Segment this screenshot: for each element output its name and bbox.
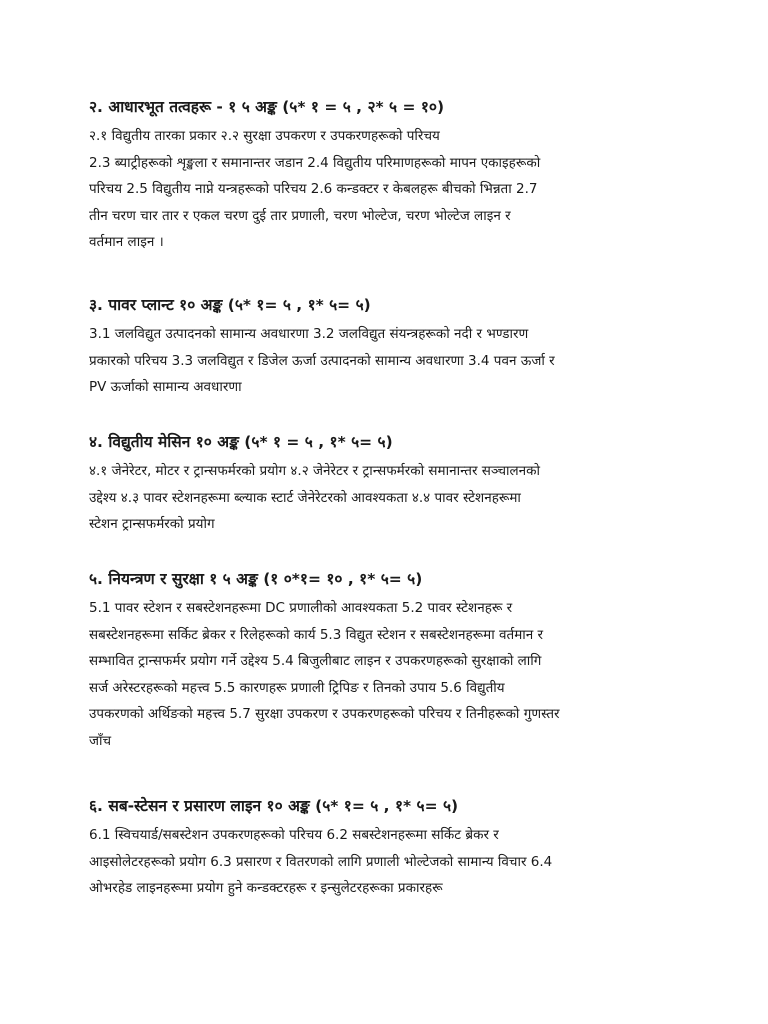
body-line: PV ऊर्जाको सामान्य अवधारणा: [89, 379, 242, 395]
section-heading: ४. विद्युतीय मेसिन १० अङ्क (५* १ = ५ , १* ५= ५): [89, 433, 393, 451]
body-line: परिचय 2.5 विद्युतीय नाप्ने यन्त्रहरूको परिचय 2.6 कन्डक्टर र केबलहरू बीचको भिन्नता 2.7: [89, 181, 538, 197]
body-line: तीन चरण चार तार र एकल चरण दुई तार प्रणाली, चरण भोल्टेज, चरण भोल्टेज लाइन र: [89, 207, 511, 224]
section-body: [89, 321, 689, 401]
section-6-substation-transmission: [89, 795, 689, 902]
section-body: [89, 595, 689, 754]
section-5-control-protection: [89, 568, 689, 754]
section-heading: २. आधारभूत तत्वहरू - १ ५ अङ्क (५* १ = ५ , २* ५ = १०): [89, 98, 445, 116]
section-2-fundamentals: [89, 96, 689, 256]
body-line: 5.1 पावर स्टेशन र सबस्टेशनहरूमा DC प्रणालीको आवश्यकता 5.2 पावर स्टेशनहरू र: [89, 600, 513, 616]
body-line: सम्भावित ट्रान्सफर्मर प्रयोग गर्ने उद्देश्य 5.4 बिजुलीबाट लाइन र उपकरणहरूको सुरक्षाको लागि: [89, 653, 542, 669]
section-heading: ५. नियन्त्रण र सुरक्षा १ ५ अङ्क (१ ०*१= १० , १* ५= ५): [89, 570, 423, 588]
body-line: २.१ विद्युतीय तारका प्रकार २.२ सुरक्षा उपकरण र उपकरणहरूको परिचय: [89, 128, 440, 144]
body-line: वर्तमान लाइन ।: [89, 234, 164, 250]
section-heading: ६. सब-स्टेसन र प्रसारण लाइन १० अङ्क (५* १= ५ , १* ५= ५): [89, 797, 459, 815]
body-line: 6.1 स्विचयार्ड/सबस्टेशन उपकरणहरूको परिचय 6.2 सबस्टेशनहरूमा सर्किट ब्रेकर र: [89, 827, 499, 843]
body-line: ओभरहेड लाइनहरूमा प्रयोग हुने कन्डक्टरहरू र इन्सुलेटरहरूका प्रकारहरू: [89, 880, 443, 896]
body-line: 2.3 ब्याट्रीहरूको शृङ्खला र समानान्तर जडान 2.4 विद्युतीय परिमाणहरूको मापन एकाइहरूको: [89, 154, 541, 171]
body-line: उपकरणको अर्थिङको महत्त्व 5.7 सुरक्षा उपकरण र उपकरणहरूको परिचय र तिनीहरूको गुणस्तर: [89, 706, 560, 722]
section-body: [89, 123, 689, 256]
section-heading: ३. पावर प्लान्ट १० अङ्क (५* १= ५ , १* ५= ५): [89, 296, 371, 314]
body-line: जाँच: [89, 732, 112, 749]
section-3-power-plant: [89, 294, 689, 401]
section-4-electrical-machine: [89, 431, 689, 538]
body-line: ४.१ जेनेरेटर, मोटर र ट्रान्सफर्मरको प्रयोग ४.२ जेनेरेटर र ट्रान्सफर्मरको समानान्तर सञ्चालनको: [89, 463, 541, 479]
body-line: सर्ज अरेस्टरहरूको महत्त्व 5.5 कारणहरू प्रणाली ट्रिपिङ र तिनको उपाय 5.6 विद्युतीय: [89, 679, 505, 696]
body-line: आइसोलेटरहरूको प्रयोग 6.3 प्रसारण र वितरणको लागि प्रणाली भोल्टेजको सामान्य विचार 6.4: [89, 853, 553, 870]
body-line: सबस्टेशनहरूमा सर्किट ब्रेकर र रिलेहरूको कार्य 5.3 विद्युत स्टेशन र सबस्टेशनहरूमा वर्तमान र: [89, 626, 544, 643]
section-body: [89, 822, 689, 902]
body-line: स्टेशन ट्रान्सफर्मरको प्रयोग: [89, 516, 215, 532]
body-line: उद्देश्य ४.३ पावर स्टेशनहरूमा ब्ल्याक स्टार्ट जेनेरेटरको आवश्यकता ४.४ पावर स्टेशनहरूमा: [89, 489, 521, 506]
section-body: [89, 458, 689, 538]
body-line: प्रकारको परिचय 3.3 जलविद्युत र डिजेल ऊर्जा उत्पादनको सामान्य अवधारणा 3.4 पवन ऊर्जा र: [89, 352, 555, 369]
body-line: 3.1 जलविद्युत उत्पादनको सामान्य अवधारणा 3.2 जलविद्युत संयन्त्रहरूको नदी र भण्डारण: [89, 326, 529, 342]
